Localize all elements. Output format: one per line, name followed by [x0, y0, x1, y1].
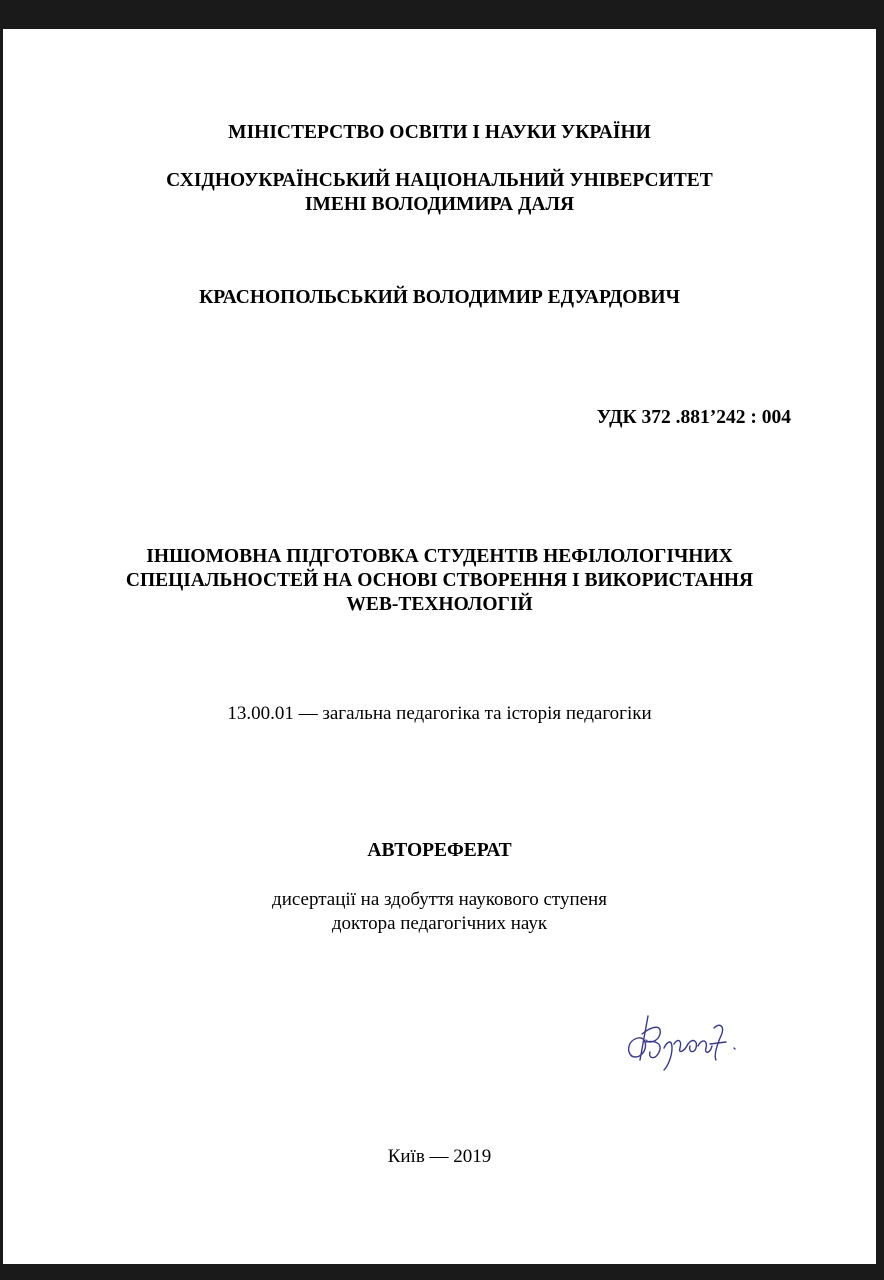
udk-code: УДК 372 .881’242 : 004: [596, 407, 791, 428]
degree-line2: доктора педагогічних наук: [331, 913, 548, 934]
document-page: [3, 29, 876, 1264]
specialty-code: 13.00.01 — загальна педагогіка та історія педагогіки: [227, 703, 652, 724]
degree-line1: дисертації на здобуття наукового ступеня: [272, 889, 607, 910]
title-line2: СПЕЦІАЛЬНОСТЕЙ НА ОСНОВІ СТВОРЕННЯ І ВИКОРИСТАННЯ: [125, 570, 754, 591]
title-line3: WEB-ТЕХНОЛОГІЙ: [346, 594, 533, 615]
university-name-line1: СХІДНОУКРАЇНСЬКИЙ НАЦІОНАЛЬНИЙ УНІВЕРСИТЕТ: [166, 170, 713, 191]
title-line1: ІНШОМОВНА ПІДГОТОВКА СТУДЕНТІВ НЕФІЛОЛОГІЧНИХ: [146, 546, 733, 567]
city-year: Київ — 2019: [387, 1146, 492, 1167]
document-type: АВТОРЕФЕРАТ: [367, 840, 512, 861]
author-name: КРАСНОПОЛЬСЬКИЙ ВОЛОДИМИР ЕДУАРДОВИЧ: [199, 287, 680, 308]
handwritten-signature: [618, 1004, 748, 1074]
university-name-line2: ІМЕНІ ВОЛОДИМИРА ДАЛЯ: [304, 194, 575, 215]
ministry-heading: МІНІСТЕРСТВО ОСВІТИ І НАУКИ УКРАЇНИ: [228, 122, 651, 143]
